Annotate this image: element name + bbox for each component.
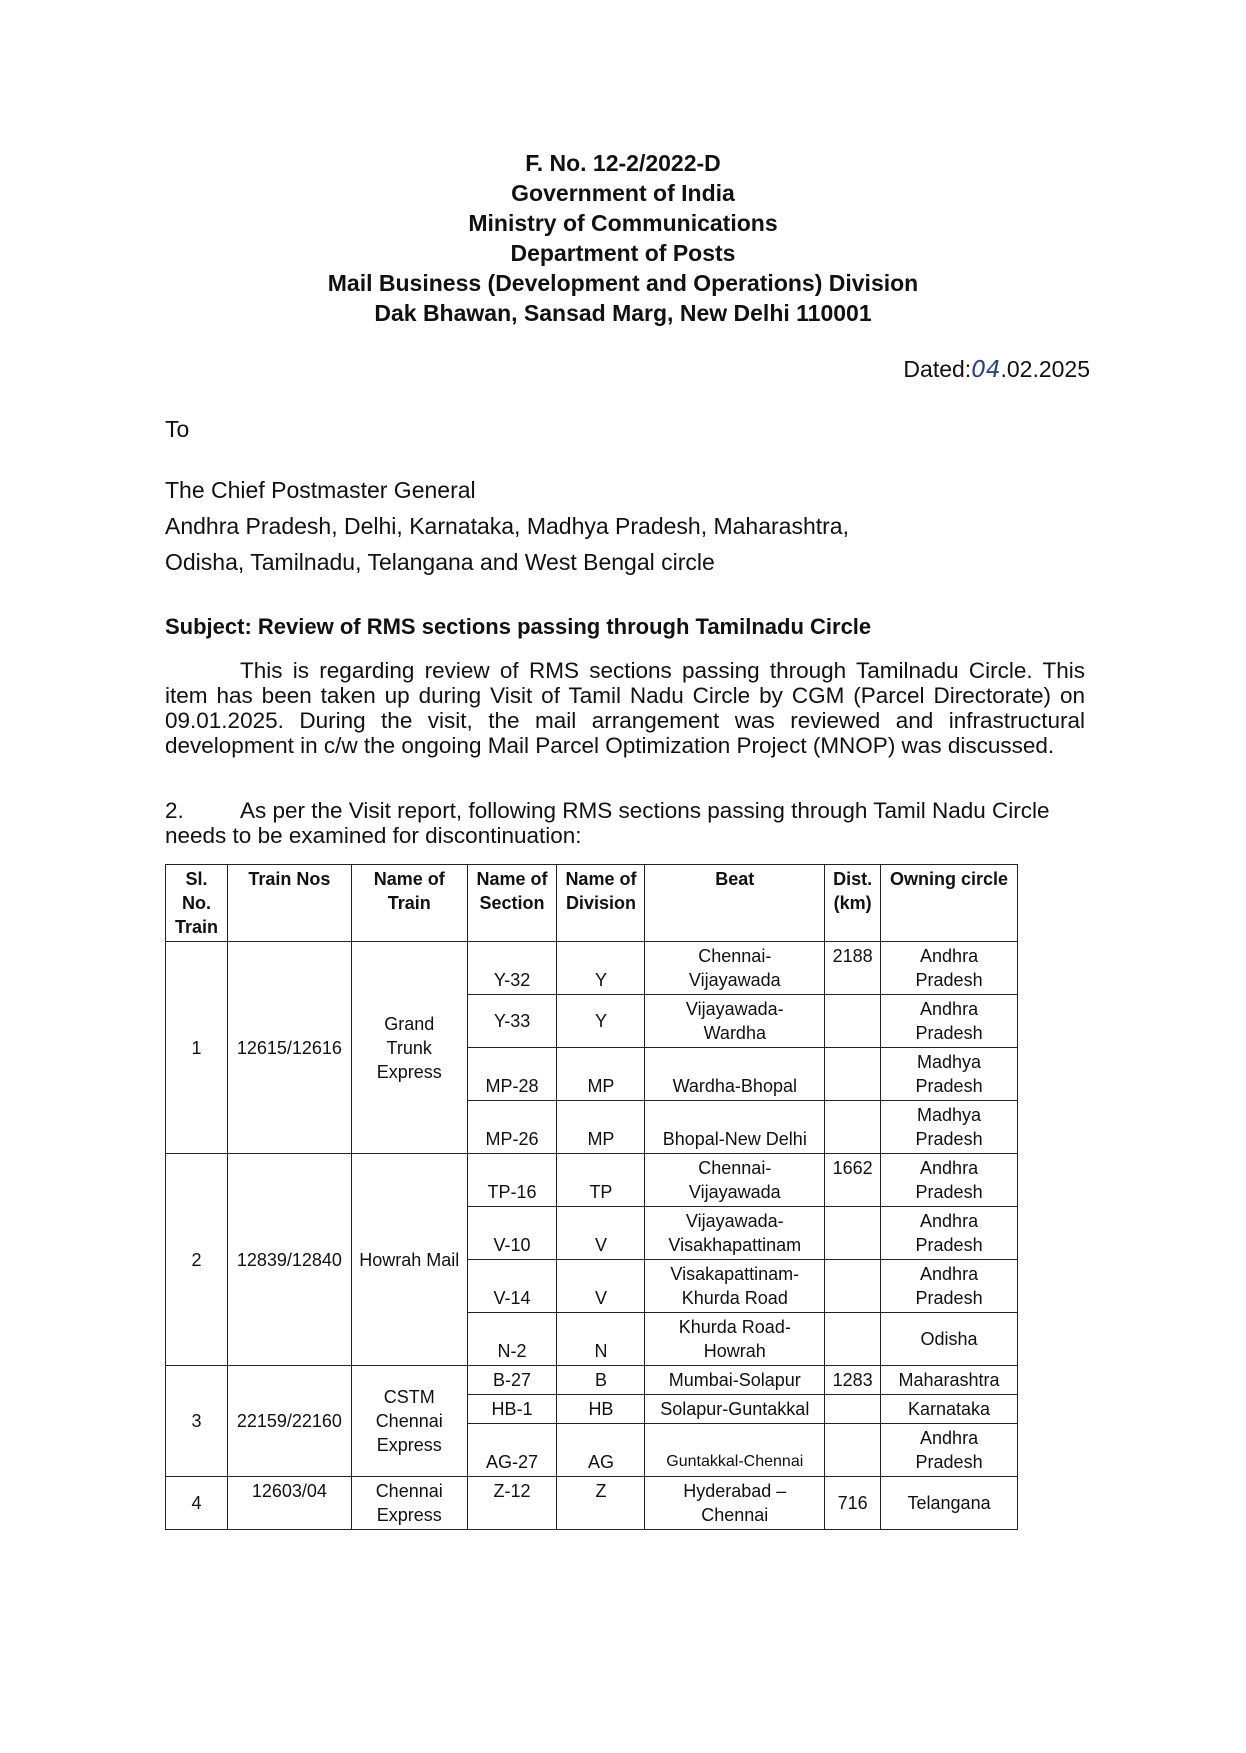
cell-beat: Chennai- Vijayawada: [645, 1154, 825, 1207]
subject-line: Subject: Review of RMS sections passing through Tamilnadu Circle: [165, 614, 872, 639]
cell-section: AG-27: [467, 1424, 557, 1477]
cell-section: Z-12: [467, 1477, 557, 1530]
paragraph-2-text: As per the Visit report, following RMS sections passing through Tamil Nadu Circle needs to be examined for discontinuation:: [165, 798, 1050, 848]
paragraph-1: [165, 658, 1085, 758]
cell-train-name: Howrah Mail: [351, 1154, 467, 1366]
cell-train-nos: 12603/04: [227, 1477, 351, 1530]
cell-distance: [825, 1424, 881, 1477]
cell-section: N-2: [467, 1313, 557, 1366]
table-row: [166, 1154, 1018, 1207]
cell-section: MP-28: [467, 1048, 557, 1101]
cell-beat: Vijayawada- Visakhapattinam: [645, 1207, 825, 1260]
cell-beat: Wardha-Bhopal: [645, 1048, 825, 1101]
cell-division: N: [557, 1313, 645, 1366]
paragraph-1-text: This is regarding review of RMS sections passing through Tamilnadu Circle. This item has been taken up during Visit of Tamil Nadu Circle by CGM (Parcel Directorate) on 09.01.2025. During the visit, the mail arrangement was reviewed and infrastructural development in c/w the ongoing Mail Parcel Optimization Project (MNOP) was discussed.: [165, 658, 1085, 758]
cell-division: HB: [557, 1395, 645, 1424]
cell-owning-circle: Telangana: [881, 1477, 1018, 1530]
header-beat: Beat: [645, 865, 825, 942]
cell-distance: [825, 1101, 881, 1154]
cell-sl-no: 4: [166, 1477, 228, 1530]
header-line-govt: Government of India: [511, 180, 735, 206]
table-row: [166, 942, 1018, 995]
table-row: [166, 1366, 1018, 1395]
cell-beat: Solapur-Guntakkal: [645, 1395, 825, 1424]
cell-sl-no: 1: [166, 942, 228, 1154]
cell-train-nos: 12615/12616: [227, 942, 351, 1154]
table-row: [166, 1477, 1018, 1530]
cell-train-nos: 22159/22160: [227, 1366, 351, 1477]
cell-division: TP: [557, 1154, 645, 1207]
header-line-ministry: Ministry of Communications: [468, 210, 778, 236]
cell-beat: Bhopal-New Delhi: [645, 1101, 825, 1154]
cell-distance: [825, 1313, 881, 1366]
cell-division: AG: [557, 1424, 645, 1477]
cell-section: HB-1: [467, 1395, 557, 1424]
recipient-line: Andhra Pradesh, Delhi, Karnataka, Madhya Pradesh, Maharashtra,: [165, 513, 849, 539]
cell-division: V: [557, 1207, 645, 1260]
cell-train-nos: 12839/12840: [227, 1154, 351, 1366]
cell-beat: Chennai- Vijayawada: [645, 942, 825, 995]
cell-section: B-27: [467, 1366, 557, 1395]
header-name-of-division: Name of Division: [557, 865, 645, 942]
cell-beat: Vijayawada- Wardha: [645, 995, 825, 1048]
cell-division: V: [557, 1260, 645, 1313]
cell-beat: Guntakkal-Chennai: [645, 1424, 825, 1477]
cell-owning-circle: Andhra Pradesh: [881, 942, 1018, 995]
date-line: [903, 356, 1090, 383]
cell-owning-circle: Madhya Pradesh: [881, 1101, 1018, 1154]
cell-division: Y: [557, 942, 645, 995]
cell-owning-circle: Andhra Pradesh: [881, 995, 1018, 1048]
cell-train-name: Grand Trunk Express: [351, 942, 467, 1154]
to-label: To: [165, 416, 190, 442]
cell-owning-circle: Andhra Pradesh: [881, 1207, 1018, 1260]
cell-distance: [825, 1207, 881, 1260]
cell-beat: Hyderabad – Chennai: [645, 1477, 825, 1530]
cell-distance: [825, 1395, 881, 1424]
cell-owning-circle: Maharashtra: [881, 1366, 1018, 1395]
cell-section: V-14: [467, 1260, 557, 1313]
file-number: F. No. 12-2/2022-D: [525, 150, 721, 176]
cell-sl-no: 3: [166, 1366, 228, 1477]
cell-distance: 2188: [825, 942, 881, 995]
header-line-department: Department of Posts: [510, 240, 736, 266]
paragraph-2: [165, 798, 1085, 848]
cell-section: Y-32: [467, 942, 557, 995]
cell-train-name: CSTM Chennai Express: [351, 1366, 467, 1477]
recipient-line: The Chief Postmaster General: [165, 477, 476, 503]
header-owning-circle: Owning circle: [881, 865, 1018, 942]
recipient-block: [165, 472, 849, 580]
cell-section: V-10: [467, 1207, 557, 1260]
cell-section: MP-26: [467, 1101, 557, 1154]
cell-beat: Mumbai-Solapur: [645, 1366, 825, 1395]
cell-owning-circle: Karnataka: [881, 1395, 1018, 1424]
header-sl-no: Sl. No. Train: [166, 865, 228, 942]
header-line-division: Mail Business (Development and Operations) Division: [327, 270, 919, 296]
rms-sections-table: [165, 864, 1018, 1530]
cell-section: TP-16: [467, 1154, 557, 1207]
cell-owning-circle: Andhra Pradesh: [881, 1424, 1018, 1477]
cell-division: Z: [557, 1477, 645, 1530]
handwritten-day: 04: [971, 357, 1001, 383]
cell-division: MP: [557, 1101, 645, 1154]
header-distance: Dist. (km): [825, 865, 881, 942]
cell-division: MP: [557, 1048, 645, 1101]
paragraph-2-number: 2.: [165, 798, 184, 823]
cell-distance: [825, 1260, 881, 1313]
cell-owning-circle: Odisha: [881, 1313, 1018, 1366]
recipient-line: Odisha, Tamilnadu, Telangana and West Bengal circle: [165, 549, 715, 575]
cell-owning-circle: Andhra Pradesh: [881, 1260, 1018, 1313]
date-label: Dated:: [903, 356, 972, 382]
cell-division: Y: [557, 995, 645, 1048]
cell-distance: 1662: [825, 1154, 881, 1207]
cell-distance: 1283: [825, 1366, 881, 1395]
cell-owning-circle: Madhya Pradesh: [881, 1048, 1018, 1101]
letter-header: [0, 148, 1246, 328]
cell-distance: 716: [825, 1477, 881, 1530]
cell-distance: [825, 995, 881, 1048]
cell-section: Y-33: [467, 995, 557, 1048]
table-header-row: [166, 865, 1018, 942]
header-train-nos: Train Nos: [227, 865, 351, 942]
cell-beat: Khurda Road- Howrah: [645, 1313, 825, 1366]
date-rest: .02.2025: [1000, 356, 1090, 382]
cell-distance: [825, 1048, 881, 1101]
header-name-of-train: Name of Train: [351, 865, 467, 942]
cell-owning-circle: Andhra Pradesh: [881, 1154, 1018, 1207]
header-name-of-section: Name of Section: [467, 865, 557, 942]
cell-sl-no: 2: [166, 1154, 228, 1366]
cell-beat: Visakapattinam- Khurda Road: [645, 1260, 825, 1313]
header-line-address: Dak Bhawan, Sansad Marg, New Delhi 110001: [374, 300, 872, 326]
cell-train-name: Chennai Express: [351, 1477, 467, 1530]
cell-division: B: [557, 1366, 645, 1395]
